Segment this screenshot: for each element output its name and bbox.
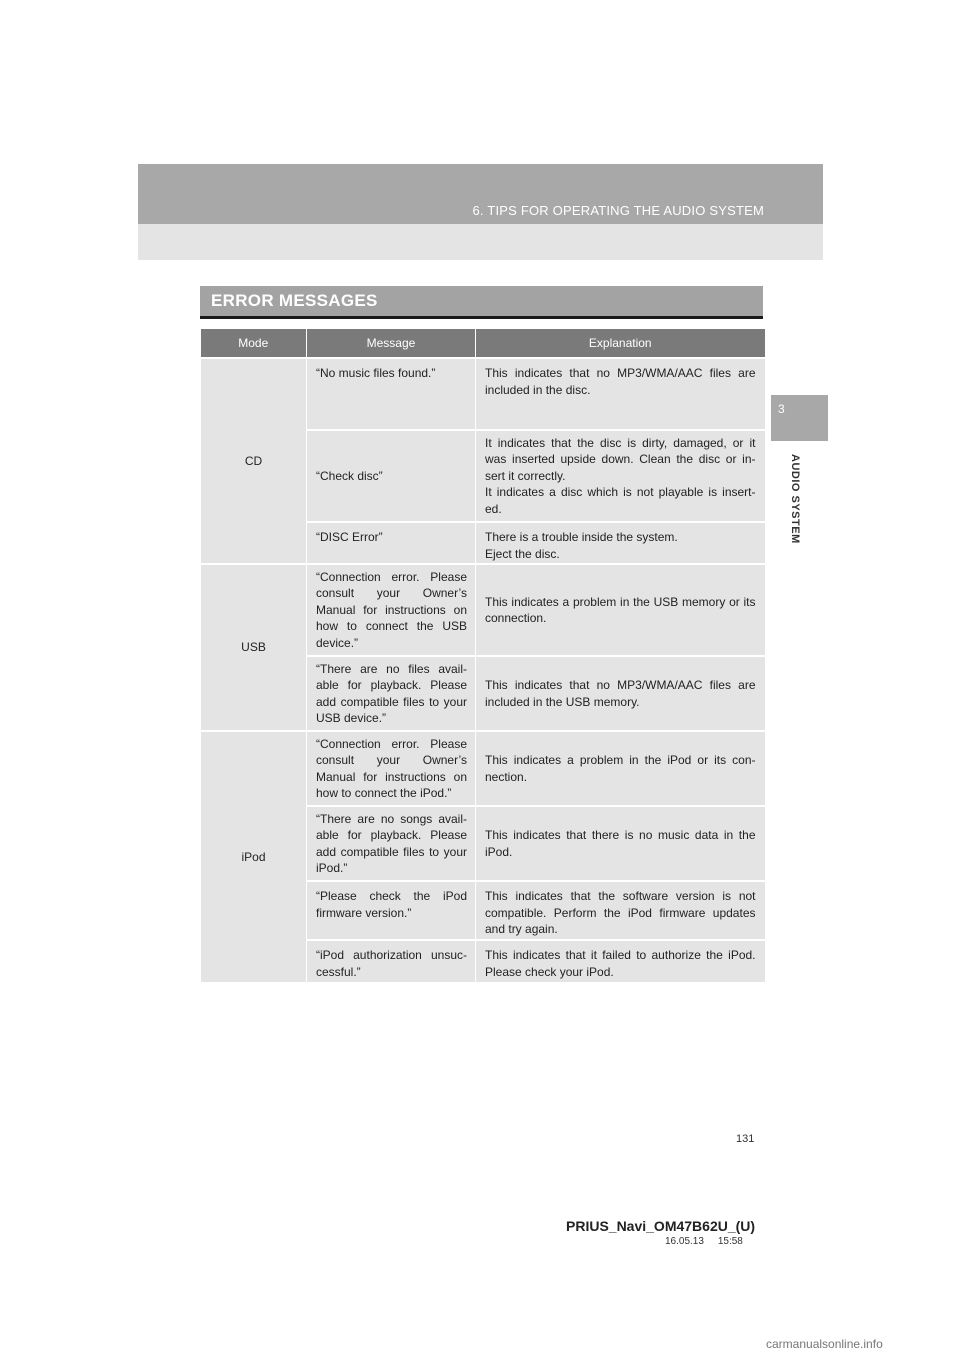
column-header-mode: Mode [201,329,307,358]
explanation-cell: This indicates that the software version is not compatible. Perform the iPod firmware updates and try again. [476,881,765,940]
explanation-cell: It indicates that the disc is dirty, damaged, or it was inserted upside down. Clean the disc or in- sert it correctly. It indicates a disc which is not playable is insert- ed. [476,430,765,522]
explanation-cell: This indicates that it failed to authorize the iPod. Please check your iPod. [476,940,765,982]
explanation-cell: This indicates that no MP3/WMA/AAC files are included in the disc. [476,358,765,430]
error-messages-heading [200,286,763,319]
message-cell: “DISC Error” [307,522,476,564]
error-messages-table [200,329,765,982]
table-row [201,564,765,656]
message-cell: “There are no files avail- able for playback. Please add compatible files to your USB device.” [307,656,476,731]
explanation-cell: This indicates a problem in the USB memory or its connection. [476,564,765,656]
mode-cell-cd: CD [201,358,307,564]
message-cell: “Please check the iPod firmware version.” [307,881,476,940]
chapter-label: AUDIO SYSTEM [789,454,801,544]
mode-cell-ipod: iPod [201,731,307,982]
message-cell: “No music files found.” [307,358,476,430]
document-date: 16.05.13 15:58 [665,1236,743,1247]
heading-text: ERROR MESSAGES [211,291,378,310]
explanation-cell: There is a trouble inside the system. Eject the disc. [476,522,765,564]
explanation-cell: This indicates a problem in the iPod or its con- nection. [476,731,765,806]
message-cell: “Connection error. Please consult your Owner’s Manual for instructions on how to connect the iPod.” [307,731,476,806]
header-subband [138,224,823,260]
chapter-number: 3 [778,402,785,416]
mode-cell-usb: USB [201,564,307,731]
explanation-cell: This indicates that there is no music data in the iPod. [476,806,765,881]
section-title: 6. TIPS FOR OPERATING THE AUDIO SYSTEM [472,203,764,218]
table-row [201,358,765,430]
column-header-message: Message [307,329,476,358]
message-cell: “Check disc” [307,430,476,522]
message-cell: “Connection error. Please consult your Owner’s Manual for instructions on how to connect the USB device.” [307,564,476,656]
table-header-row [201,329,765,358]
table-row [201,731,765,806]
message-cell: “There are no songs avail- able for playback. Please add compatible files to your iPod.” [307,806,476,881]
column-header-explanation: Explanation [476,329,765,358]
document-id: PRIUS_Navi_OM47B62U_(U) [566,1218,756,1234]
page-number: 131 [736,1133,755,1145]
message-cell: “iPod authorization unsuc- cessful.” [307,940,476,982]
watermark: carmanualsonline.info [766,1337,883,1351]
explanation-cell: This indicates that no MP3/WMA/AAC files are included in the USB memory. [476,656,765,731]
